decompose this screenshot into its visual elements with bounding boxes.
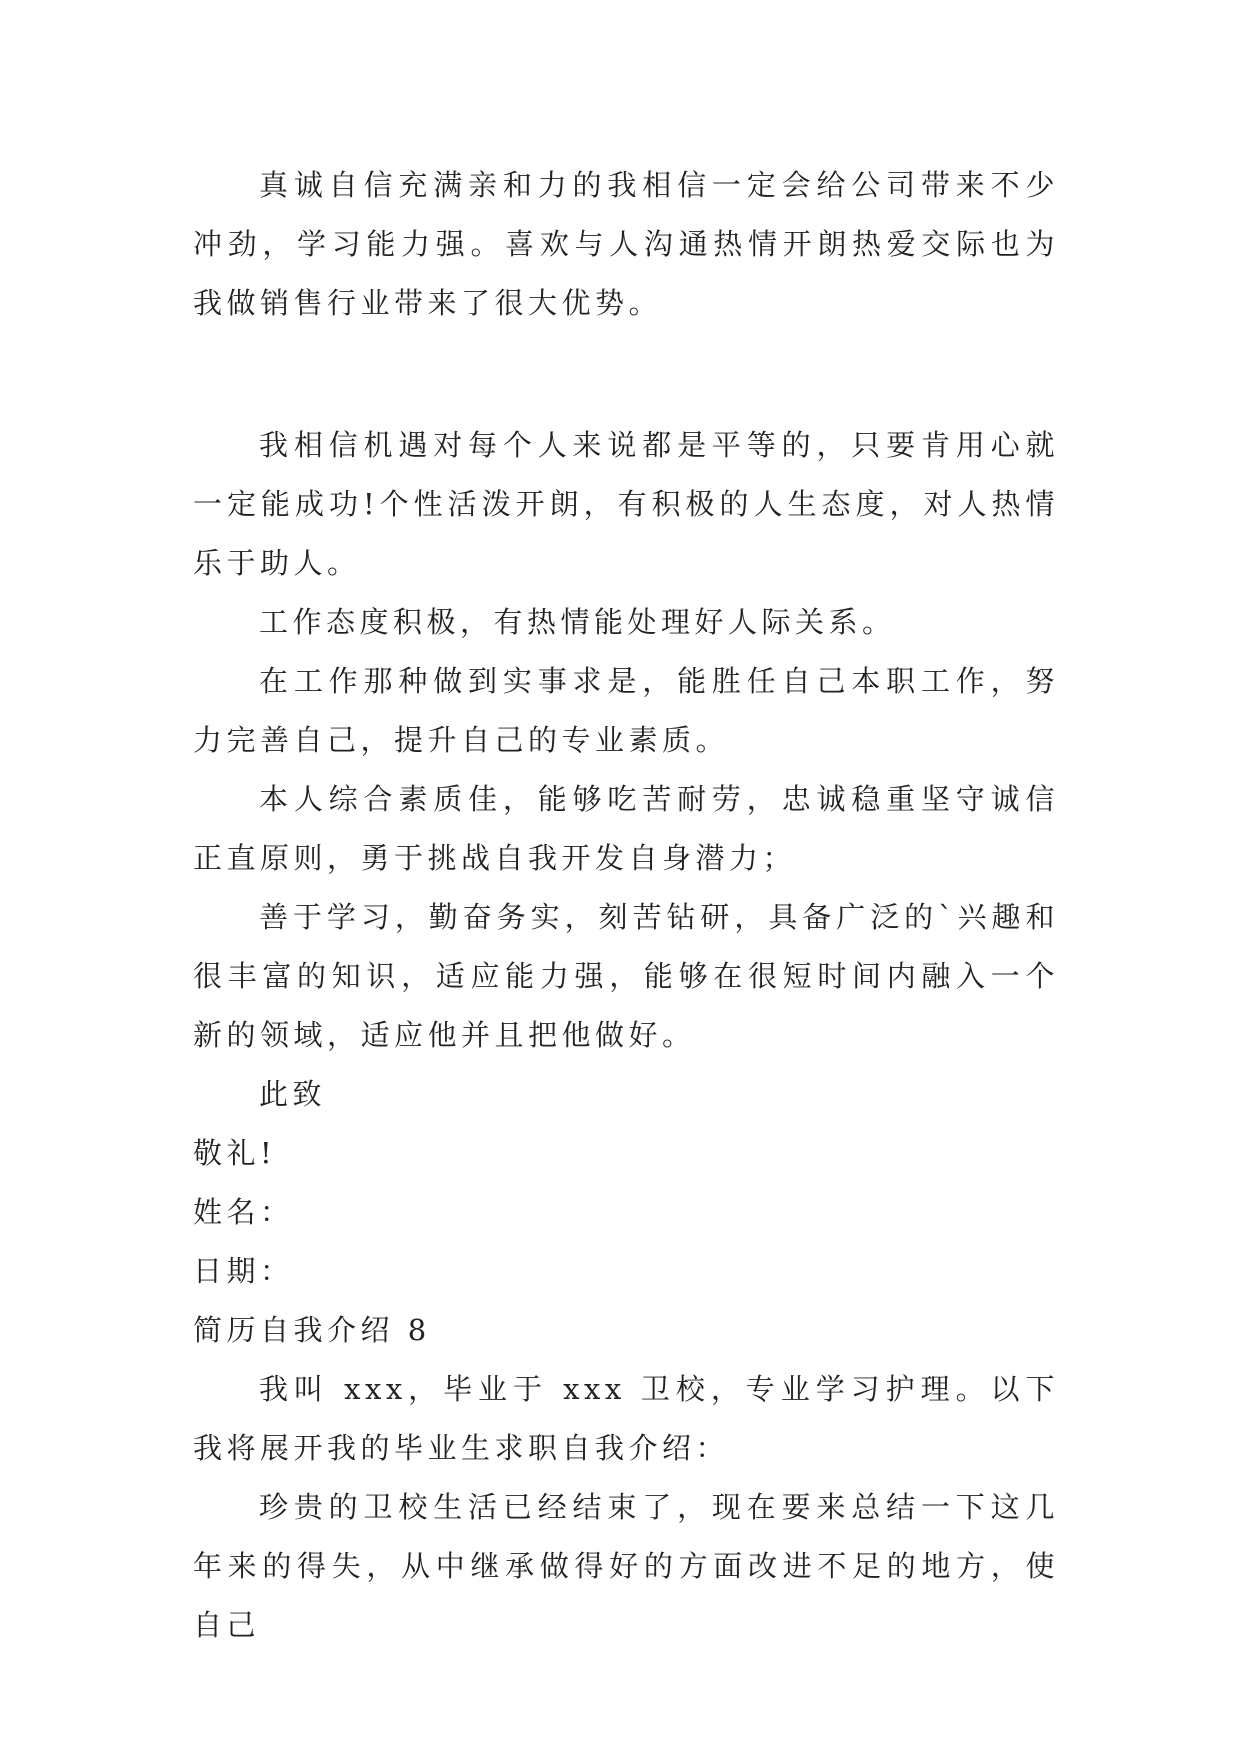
paragraph-2: 我相信机遇对每个人来说都是平等的，只要肯用心就一定能成功!个性活泼开朗，有积极的人生态度，对人热情乐于助人。 bbox=[193, 428, 1059, 580]
name-label: 姓名： bbox=[193, 1195, 294, 1229]
closing-greeting: 此致 bbox=[259, 1077, 327, 1111]
paragraph-5: 本人综合素质佳，能够吃苦耐劳，忠诚稳重坚守诚信正直原则，勇于挑战自我开发自身潜力； bbox=[193, 782, 1059, 875]
section-paragraph-2: 珍贵的卫校生活已经结束了，现在要来总结一下这几年来的得失，从中继承做得好的方面改进不足的地方，使自己 bbox=[193, 1490, 1059, 1642]
paragraph-4: 在工作那种做到实事求是，能胜任自己本职工作，努力完善自己，提升自己的专业素质。 bbox=[193, 664, 1059, 757]
paragraph-6: 善于学习，勤奋务实，刻苦钻研，具备广泛的`兴趣和很丰富的知识，适应能力强，能够在很短时间内融入一个新的领域，适应他并且把他做好。 bbox=[193, 900, 1059, 1052]
paragraph-3: 工作态度积极，有热情能处理好人际关系。 bbox=[259, 605, 896, 639]
date-label: 日期： bbox=[193, 1254, 294, 1288]
closing-salute: 敬礼! bbox=[193, 1136, 277, 1170]
paragraph-gap bbox=[193, 333, 1059, 416]
section-title: 简历自我介绍 8 bbox=[193, 1313, 431, 1347]
paragraph-1: 真诚自信充满亲和力的我相信一定会给公司带来不少冲劲，学习能力强。喜欢与人沟通热情开朗热爱交际也为我做销售行业带来了很大优势。 bbox=[193, 168, 1059, 320]
section-paragraph-1: 我叫 xxx，毕业于 xxx 卫校，专业学习护理。以下我将展开我的毕业生求职自我介绍： bbox=[193, 1372, 1059, 1465]
document-body bbox=[193, 156, 1059, 1655]
